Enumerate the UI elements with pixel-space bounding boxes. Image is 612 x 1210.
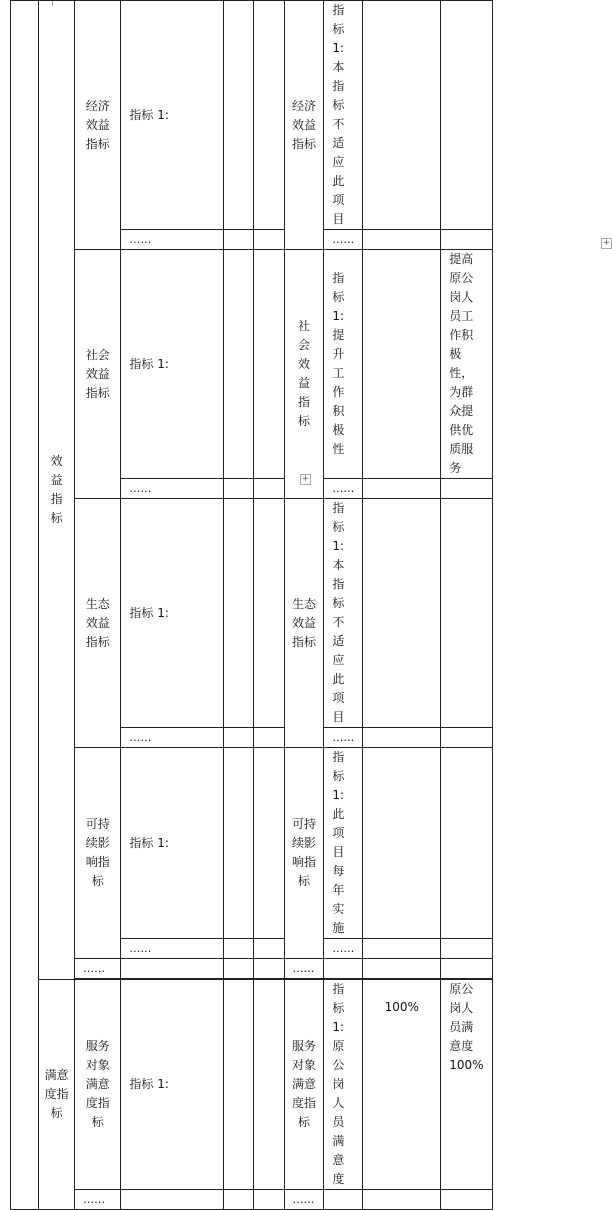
benefit-category-cell: 效益指标 [39,1,75,980]
indicator-cell: 指标 1: [121,980,223,1190]
blank-cell [223,230,253,250]
note-cell [441,959,492,979]
blank-cell [121,1190,223,1210]
satisfaction-category-cell: 满意度指标 [39,980,75,1210]
value-cell [363,959,441,979]
blank-cell [223,728,253,748]
value-cell [363,939,441,959]
blank-cell [253,1190,284,1210]
ellipsis-cell: …… [121,230,223,250]
ellipsis-cell: …… [284,959,324,979]
table-row [11,1,612,230]
blank-cell [253,1,284,230]
ellipsis-cell: …… [75,1190,121,1210]
blank-cell [223,1190,253,1210]
note-social: 提高原公岗人员工作积极性，为群众提供优质服务 [441,250,492,479]
right-sub-ecological: 生态效益指标 [284,499,324,748]
blank-cell [223,748,253,939]
table-row [11,250,612,479]
right-indicator-economic: 指标 1:本指标不适应此项目 [324,1,363,230]
blank-cell [253,959,284,979]
value-cell [363,728,441,748]
note-cell [441,499,492,728]
ellipsis-cell: …… [324,728,363,748]
note-cell [441,230,492,250]
value-cell [363,748,441,939]
ellipsis-cell: …… [324,230,363,250]
note-cell [441,1,492,230]
indicator-cell: 指标 1: [121,499,223,728]
note-cell [441,939,492,959]
ellipsis-cell: …… [324,939,363,959]
right-sub-social: 社会效益指标 [284,250,324,499]
ellipsis-cell: …… [324,479,363,499]
right-indicator-sustainable: 指标 1:此项目每年实施 [324,748,363,939]
note-cell [441,748,492,939]
blank-cell [223,479,253,499]
right-indicator-ecological: 指标 1:本指标不适应此项目 [324,499,363,728]
blank-cell [253,250,284,479]
right-indicator-social: 指标 1:提升工作积极性 [324,250,363,479]
ellipsis-cell: …… [121,479,223,499]
blank-cell [253,230,284,250]
blank-cell [223,939,253,959]
note-cell [441,728,492,748]
blank-cell [324,959,363,979]
table-add-column-marker[interactable]: + [602,238,611,248]
blank-cell [253,980,284,1190]
indicator-cell: 指标 1: [121,748,223,939]
blank-cell [223,959,253,979]
blank-cell [253,939,284,959]
value-cell [363,1190,441,1210]
sub-indicator-social: 社会效益指标 [75,250,121,499]
table-add-row-marker[interactable]: + [301,474,310,484]
blank-cell [253,728,284,748]
blank-cell [223,250,253,479]
blank-cell [253,748,284,939]
indicator-cell: 指标 1: [121,1,223,230]
blank-cell [121,959,223,979]
ellipsis-cell: …… [121,728,223,748]
performance-indicator-table [10,0,611,1210]
value-cell [363,479,441,499]
note-service: 原公岗人员满意度100% [441,980,492,1190]
right-sub-economic: 经济效益指标 [284,1,324,250]
right-indicator-service: 指标 1:原公岗人员满意度 [324,980,363,1190]
blank-cell [253,499,284,728]
value-cell [363,1,441,230]
table-row [11,748,612,939]
table-row [11,1190,612,1210]
outer-blank-cell [11,1,39,1210]
sub-indicator-ecological: 生态效益指标 [75,499,121,748]
sub-indicator-sustainable: 可持续影响指标 [75,748,121,959]
ellipsis-cell: …… [75,959,121,979]
right-sub-sustainable: 可持续影响指标 [284,748,324,959]
ellipsis-cell: …… [121,939,223,959]
table-row [11,959,612,979]
value-service: 100% [363,980,441,1190]
right-sub-service: 服务对象满意度指标 [284,980,324,1190]
note-cell [441,479,492,499]
blank-cell [223,499,253,728]
indicator-cell: 指标 1: [121,250,223,479]
value-cell [363,250,441,479]
ellipsis-cell: …… [284,1190,324,1210]
sub-indicator-service: 服务对象满意度指标 [75,980,121,1190]
value-cell [363,499,441,728]
table-row [11,499,612,728]
blank-cell [223,980,253,1190]
note-cell [441,1190,492,1210]
table-row [11,980,612,1190]
sub-indicator-economic: 经济效益指标 [75,1,121,250]
blank-cell [253,479,284,499]
blank-cell [223,1,253,230]
value-cell [363,230,441,250]
blank-cell [324,1190,363,1210]
